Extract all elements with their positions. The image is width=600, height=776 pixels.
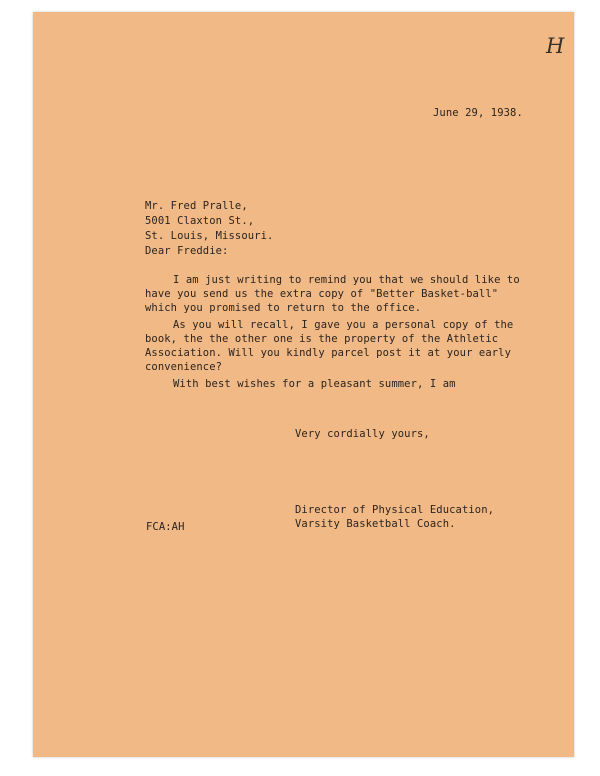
letter-date: June 29, 1938. [433,107,523,119]
recipient-city: St. Louis, Missouri. [145,230,274,242]
paragraph-1 [145,273,520,315]
paragraph-2 [145,318,520,374]
salutation: Dear Freddie: [145,245,229,257]
signature-title: Director of Physical Education, [295,504,495,516]
recipient-name: Mr. Fred Pralle, [145,200,248,212]
recipient-street: 5001 Claxton St., [145,215,255,227]
paragraph-3-text: With best wishes for a pleasant summer, I am [173,378,456,390]
closing: Very cordially yours, [295,428,430,440]
paragraph-1-text: I am just writing to remind you that we should like to have you send us the extra copy of "Better Basket-ball" which you promised to return to the office. [145,274,520,314]
reference-initials: FCA:AH [146,521,185,533]
signature-role: Varsity Basketball Coach. [295,518,456,530]
paragraph-3 [145,377,520,391]
letter-page [33,12,574,757]
paragraph-2-text: As you will recall, I gave you a personal copy of the book, the the other one is the property of the Athletic Association. Will you kindly parcel post it at your early convenience? [145,319,514,373]
handwritten-mark: H [546,34,565,58]
